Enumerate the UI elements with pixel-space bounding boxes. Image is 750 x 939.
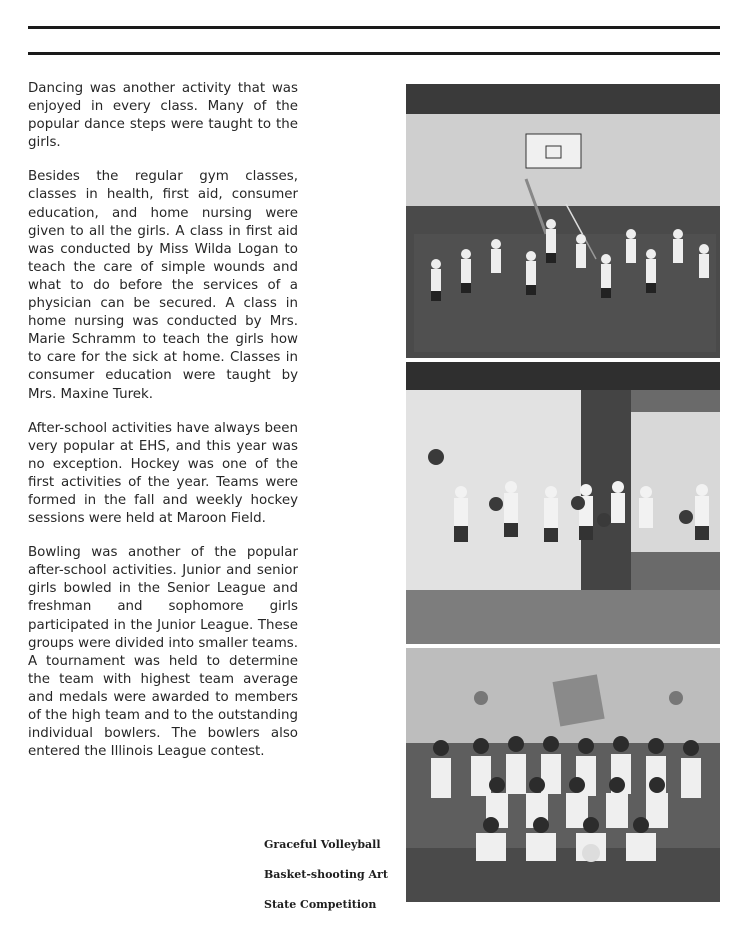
photo-captions bbox=[264, 838, 388, 928]
basketball-shooting-photo bbox=[406, 362, 720, 644]
paragraph-bowling: Bowling was another of the popular after-school activities. Junior and senior girls bowled in the Senior League and freshman and sophomore girls participated in the Junior League. These groups were divided into smaller teams. A tournament was held to determine the team with highest team average and medals were awarded to members of the high team and to the outstanding individual bowlers. The bowlers also entered the Illinois League contest. bbox=[28, 545, 298, 760]
paragraph-dancing: Dancing was another activity that was enjoyed in every class. Many of the popular dance steps were taught to the girls. bbox=[28, 81, 298, 151]
paragraph-classes: Besides the regular gym classes, classes in health, first aid, consumer education, and home nursing were given to all the girls. A class in first aid was conducted by Miss Wilda Logan to teach the care of simple wounds and what to do before the services of a physician can be secured. A class in home nursing was conducted by Mrs. Marie Schramm to teach the girls how to care for the sick at home. Classes in consumer education were taught by Mrs. Maxine Turek. bbox=[28, 169, 298, 402]
body-text bbox=[28, 80, 298, 777]
caption-state-competition: State Competition bbox=[264, 898, 377, 911]
caption-basket-shooting: Basket-shooting Art bbox=[264, 868, 388, 881]
team-group-photo bbox=[406, 648, 720, 902]
top-rule bbox=[28, 26, 720, 29]
paragraph-after-school: After-school activities have always been very popular at EHS, and this year was no exception. Hockey was one of the first activities of the year. Teams were formed in the fall and weekly hockey sessions were held at Maroon Field. bbox=[28, 420, 298, 527]
photo-column bbox=[406, 84, 720, 906]
second-rule bbox=[28, 52, 720, 55]
caption-volleyball: Graceful Volleyball bbox=[264, 838, 381, 851]
volleyball-gym-photo bbox=[406, 84, 720, 358]
